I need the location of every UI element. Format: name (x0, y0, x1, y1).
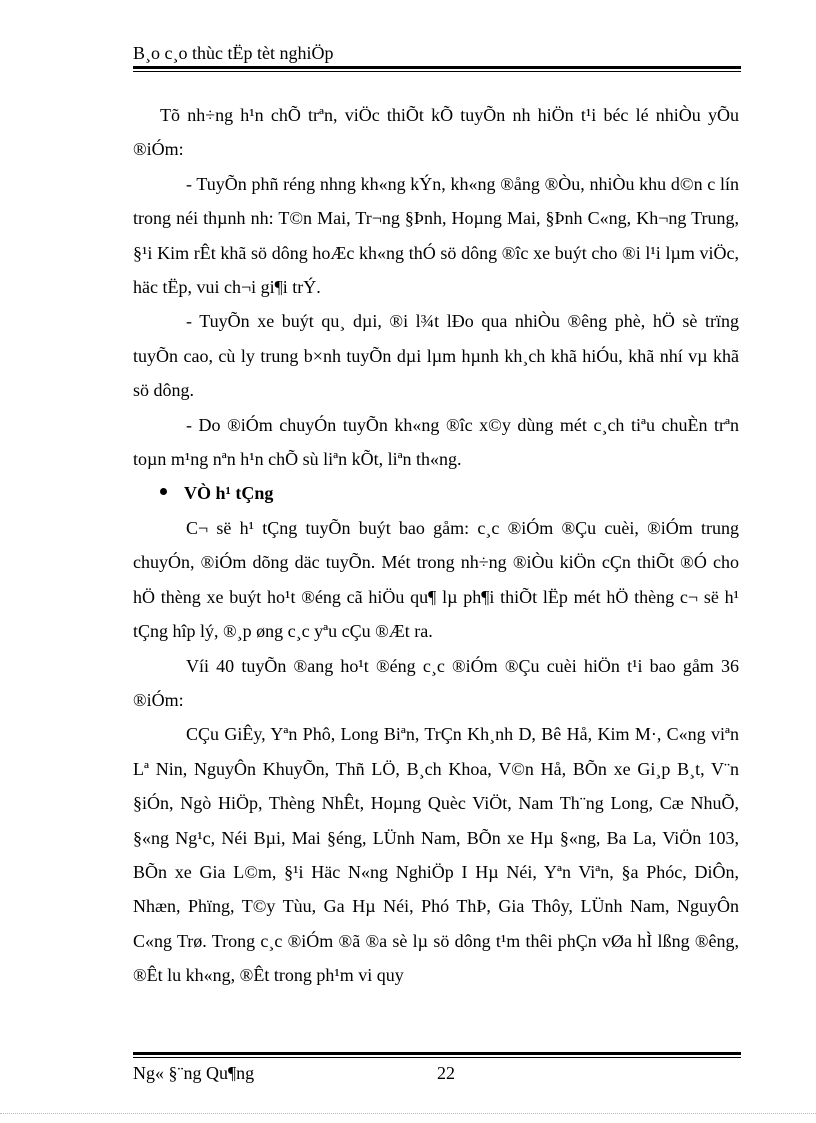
page-number: 22 (437, 1063, 455, 1083)
paragraph-transfer-points: - Do ®iÓm chuyÓn tuyÕn kh«ng ®îc x©y dùng mét c¸ch tiªu chuÈn trªn toµn m¹ng nªn h¹n chÕ sù liªn kÕt, liªn th«ng. (133, 414, 739, 470)
bullet-icon (160, 488, 167, 495)
paragraph-route-length: - TuyÕn xe buýt qu¸ dµi, ®i l¾t lÐo qua nhiÒu ®êng phè, hÖ sè trïng tuyÕn cao, cù ly trung b×nh tuyÕn dµi lµm hµnh kh¸ch khã hiÓu, khã nhí vµ khã sö dông. (133, 311, 739, 401)
section-heading-text: VÒ h¹ tÇng (184, 483, 274, 504)
paragraph-coverage: - TuyÕn phñ réng nhng kh«ng kÝn, kh«ng ®ång ®Òu, nhiÒu khu d©n c lín trong néi thµnh nh: T©n Mai, Tr¬ng §Þnh, Hoµng Mai, §Þnh C«ng, Kh¬ng Trung, §¹i Kim rÊt khã sö dông hoÆc kh«ng thÓ sö dông ®îc xe buýt cho ®i l¹i lµm viÖc, häc tËp, vui ch¬i gi¶i trÝ. (133, 173, 739, 298)
body-text (133, 98, 739, 993)
header-rule (133, 66, 741, 72)
paragraph-infrastructure: C¬ së h¹ tÇng tuyÕn buýt bao gåm: c¸c ®iÓm ®Çu cuèi, ®iÓm trung chuyÓn, ®iÓm dõng däc tuyÕn. Mét trong nh÷ng ®iÒu kiÖn cÇn thiÕt ®Ó cho hÖ thèng xe buýt ho¹t ®éng cã hiÖu qu¶ lµ ph¶i thiÕt lËp mét hÖ thèng c¬ së h¹ tÇng hîp lý, ®¸p øng c¸c yªu cÇu ®Æt ra. (133, 517, 739, 642)
running-header: B¸o c¸o thùc tËp tèt nghiÖp (133, 43, 334, 63)
paragraph-limitations: Tõ nh÷ng h¹n chÕ trªn, viÖc thiÕt kÕ tuyÕn nh hiÖn t¹i béc lé nhiÒu yÕu ®iÓm: (133, 105, 739, 160)
footer-author: Ng« §¨ng Qu¶ng (133, 1063, 255, 1083)
footer-rule (133, 1052, 741, 1058)
page-edge-divider (0, 1113, 816, 1114)
section-heading-infrastructure (133, 476, 739, 510)
paragraph-terminal-list: CÇu GiÊy, Yªn Phô, Long Biªn, TrÇn Kh¸nh D, Bê Hå, Kim M·, C«ng viªn Lª Nin, NguyÔn KhuyÕn, Thñ LÖ, B¸ch Khoa, V©n Hå, BÕn xe Gi¸p B¸t, V¨n §iÓn, Ngò HiÖp, Thèng NhÊt, Hoµng Quèc ViÖt, Nam Th¨ng Long, Cæ NhuÕ, §«ng Ng¹c, Néi Bµi, Mai §éng, LÜnh Nam, BÕn xe Hµ §«ng, Ba La, ViÖn 103, BÕn xe Gia L©m, §¹i Häc N«ng NghiÖp I Hµ Néi, Yªn Viªn, §a Phóc, DiÔn, Nhæn, Phïng, T©y Tùu, Ga Hµ Néi, Phó ThÞ, Gia Thôy, LÜnh Nam, NguyÔn C«ng Trø. Trong c¸c ®iÓm ®ã ®a sè lµ sö dông t¹m thêi phÇn vØa hÌ lßng ®êng, ®Êt lu kh«ng, ®Êt trong ph¹m vi quy (133, 724, 739, 986)
paragraph-terminal-count: Víi 40 tuyÕn ®ang ho¹t ®éng c¸c ®iÓm ®Çu cuèi hiÖn t¹i bao gåm 36 ®iÓm: (133, 655, 739, 710)
